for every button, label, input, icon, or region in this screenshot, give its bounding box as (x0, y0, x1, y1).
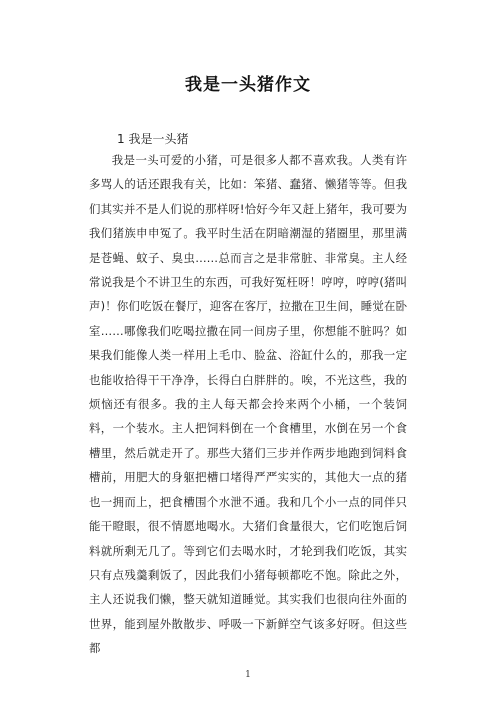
page-number: 1 (245, 670, 251, 680)
document-title: 我是一头猪作文 (185, 75, 311, 95)
section-heading: 1 我是一头猪 (117, 132, 189, 146)
body-paragraph: 我是一头可爱的小猪，可是很多人都不喜欢我。人类有许多骂人的话还跟我有关，比如：笨猪、蠢猪、懒猪等等。但我们其实并不是人们说的那样呀!恰好今年又赶上猪年，我可要为我们猪族申申冤了。我平时生活在阴暗潮湿的猪圈里，那里满是苍蝇、蚊子、臭虫……总而言之是非常脏、非常臭。主人经常说我是个不讲卫生的东西，可我好冤枉呀！哼哼，哼哼(猪叫声)！你们吃饭在餐厅，迎客在客厅，拉撒在卫生间，睡觉在卧室……哪像我们吃喝拉撒在同一间房子里，你想能不脏吗？如果我们能像人类一样用上毛巾、脸盆、浴缸什么的，那我一定也能收拾得干干净净，长得白白胖胖的。唉，不光这些，我的烦恼还有很多。我的主人每天都会拎来两个小桶，一个装饲料，一个装水。主人把饲料倒在一个食槽里，水倒在另一个食槽里，然后就走开了。那些大猪们三步并作两步地跑到饲料食槽前，用肥大的身躯把槽口堵得严严实实的，其他大一点的猪也一拥而上，把食槽围个水泄不通。我和几个小一点的同伴只能干瞪眼，很不情愿地喝水。大猪们食量很大，它们吃饱后饲料就所剩无几了。等到它们去喝水时，才轮到我们吃饭，其实只有点残羹剩饭了，因此我们小猪每顿都吃不饱。除此之外，主人还说我们懒，整天就知道睡觉。其实我们也很向往外面的世界，能到屋外散散步、呼吸一下新鲜空气该多好呀。但这些都 (89, 153, 407, 656)
